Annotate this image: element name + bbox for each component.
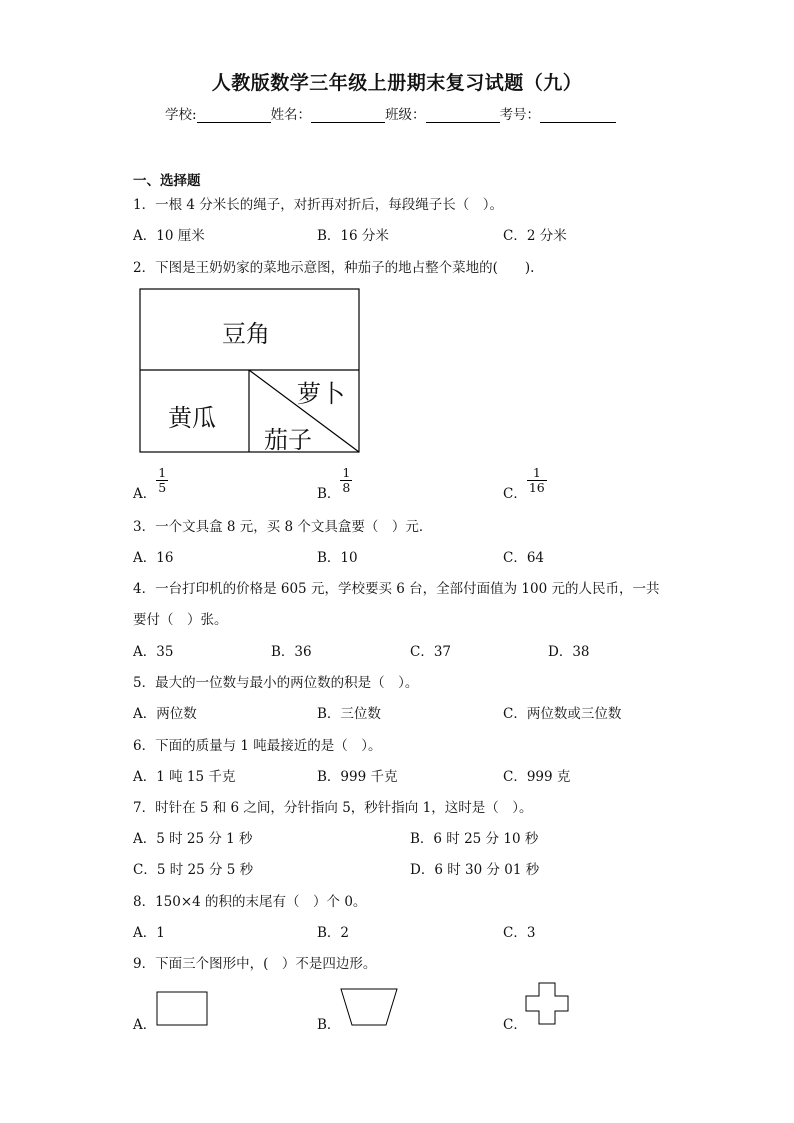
q8-option-a: A．1 xyxy=(133,925,165,941)
question-9-stem: 9．下面三个图形中，( ）不是四边形。 xyxy=(133,956,377,972)
q1-option-c: C．2 分米 xyxy=(503,228,567,244)
q2-option-c: C． $\frac{1}{16}$ xyxy=(503,465,545,502)
q5-option-b: B．三位数 xyxy=(317,706,381,722)
q4-option-c: C．37 xyxy=(410,644,452,660)
info-line xyxy=(165,103,616,123)
name-label: 姓名： xyxy=(270,107,312,123)
q8-option-b: B．2 xyxy=(317,925,350,941)
q3-option-a: A．16 xyxy=(133,550,174,566)
q6-option-b: B．999 千克 xyxy=(317,769,398,785)
question-5-stem: 5．最大的一位数与最小的两位数的积是（ ）。 xyxy=(133,675,419,691)
q9-option-c: C． xyxy=(503,1017,527,1033)
question-7-stem: 7．时针在 5 和 6 之间，分针指向 5，秒针指向 1，这时是（ ）。 xyxy=(133,800,533,816)
cross-shape xyxy=(525,982,571,1026)
question-3-stem: 3．一个文具盒 8 元，买 8 个文具盒要（ ）元． xyxy=(133,519,433,535)
question-2-stem: 2．下图是王奶奶家的菜地示意图，种茄子的地占整个菜地的( ). xyxy=(133,260,535,276)
q6-option-c: C．999 克 xyxy=(503,769,571,785)
q5-option-c: C．两位数或三位数 xyxy=(503,706,622,722)
question-8-stem: 8．150×4 的积的末尾有（ ）个 0。 xyxy=(133,894,367,910)
question-4-stem-line1: 4．一台打印机的价格是 605 元，学校要买 6 台，全部付面值为 100 元的人民币，一共 xyxy=(133,581,660,597)
q7-option-d: D．6 时 30 分 01 秒 xyxy=(410,862,540,878)
plot-radish-label: 萝卜 xyxy=(297,380,345,408)
plot-cucumber-label: 黄瓜 xyxy=(168,404,216,432)
plot-beans-label: 豆角 xyxy=(222,320,270,348)
q2-option-a: A． $\frac{1}{5}$ xyxy=(133,465,167,502)
q7-option-c: C．5 时 25 分 5 秒 xyxy=(133,862,254,878)
school-blank[interactable] xyxy=(197,108,271,123)
school-label: 学校: xyxy=(165,107,197,123)
q7-option-b: B．6 时 25 分 10 秒 xyxy=(410,831,539,847)
q4-option-d: D．38 xyxy=(548,644,590,660)
fraction-one-fifth: $\frac{1}{5}$ xyxy=(158,465,167,495)
plot-eggplant-label: 茄子 xyxy=(264,426,312,454)
q4-option-b: B．36 xyxy=(271,644,312,660)
q1-option-a: A．10 厘米 xyxy=(133,228,205,244)
q6-option-a: A．1 吨 15 千克 xyxy=(133,769,236,785)
question-4-stem-line2: 要付（ ）张。 xyxy=(133,612,228,628)
section-heading: 一、选择题 xyxy=(133,173,201,189)
q8-option-c: C．3 xyxy=(503,925,536,941)
fraction-one-sixteenth: $\frac{1}{16}$ xyxy=(528,465,545,495)
fraction-one-eighth: $\frac{1}{8}$ xyxy=(342,465,351,495)
q9-option-b: B． xyxy=(317,1017,341,1033)
q2-option-b: B． $\frac{1}{8}$ xyxy=(317,465,351,502)
question-6-stem: 6．下面的质量与 1 吨最接近的是（ ）。 xyxy=(133,738,382,754)
class-blank[interactable] xyxy=(426,108,500,123)
q9-option-a: A． xyxy=(133,1017,157,1033)
page-title: 人教版数学三年级上册期末复习试题（九） xyxy=(211,72,583,94)
q4-option-a: A．35 xyxy=(133,644,174,660)
question-1-stem: 1．一根 4 分米长的绳子，对折再对折后，每段绳子长（ ）。 xyxy=(133,197,504,213)
q1-option-b: B．16 分米 xyxy=(317,228,389,244)
number-blank[interactable] xyxy=(540,108,616,123)
number-label: 考号： xyxy=(499,107,541,123)
class-label: 班级： xyxy=(385,107,426,123)
q7-option-a: A．5 时 25 分 1 秒 xyxy=(133,831,253,847)
q5-option-a: A．两位数 xyxy=(133,706,197,722)
trapezoid-shape xyxy=(340,988,400,1028)
q3-option-b: B．10 xyxy=(317,550,358,566)
rectangle-shape xyxy=(156,991,210,1027)
q3-option-c: C．64 xyxy=(503,550,545,566)
name-blank[interactable] xyxy=(311,108,385,123)
